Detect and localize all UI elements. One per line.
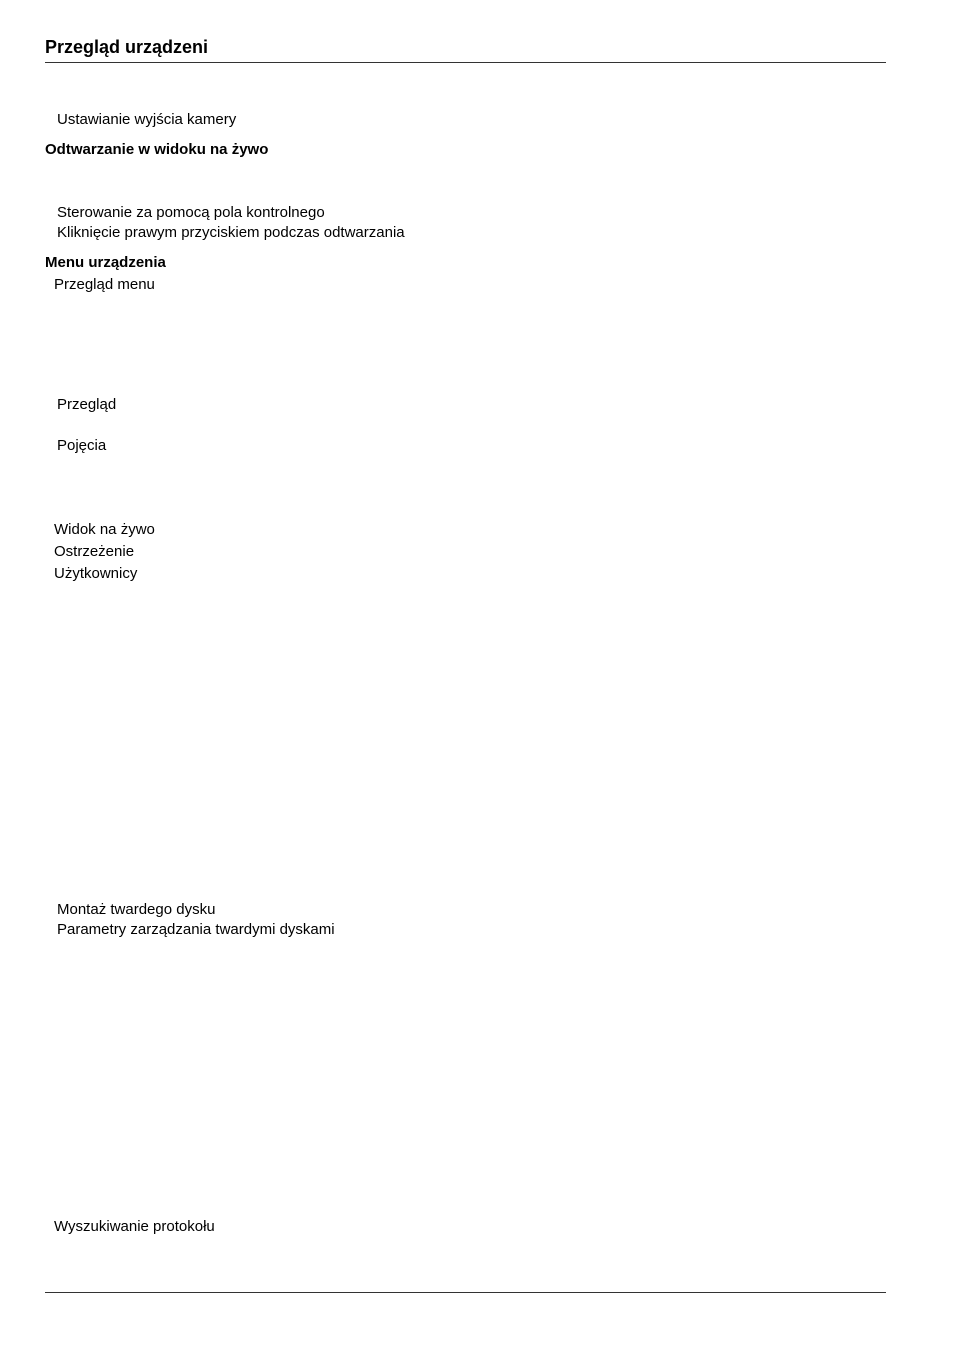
toc-entry-hdd-parameters[interactable]: Parametry zarządzania twardymi dyskami xyxy=(57,921,335,938)
toc-entry-users[interactable]: Użytkownicy xyxy=(54,565,138,582)
toc-entry-log-search[interactable]: Wyszukiwanie protokołu xyxy=(54,1218,215,1235)
toc-entry-overview[interactable]: Przegląd xyxy=(57,396,117,413)
toc-heading-device-menu[interactable]: Menu urządzenia xyxy=(45,254,166,271)
page-title: Przegląd urządzeni xyxy=(45,37,209,57)
toc-entry-camera-output[interactable]: Ustawianie wyjścia kamery xyxy=(57,111,237,128)
toc-heading-live-playback[interactable]: Odtwarzanie w widoku na żywo xyxy=(45,141,269,158)
toc-entry-hdd-mount[interactable]: Montaż twardego dysku xyxy=(57,901,216,918)
toc-entry-control-panel[interactable]: Sterowanie za pomocą pola kontrolnego xyxy=(57,204,325,221)
toc-entry-live-view[interactable]: Widok na żywo xyxy=(54,521,155,538)
toc-entry-menu-overview[interactable]: Przegląd menu xyxy=(54,276,155,293)
toc-entry-warning[interactable]: Ostrzeżenie xyxy=(54,543,135,560)
toc-entry-right-click-playback[interactable]: Kliknięcie prawym przyciskiem podczas odtwarzania xyxy=(57,224,405,241)
toc-entry-concepts[interactable]: Pojęcia xyxy=(57,437,107,454)
footer-divider xyxy=(45,1292,886,1293)
header-divider xyxy=(45,62,886,63)
